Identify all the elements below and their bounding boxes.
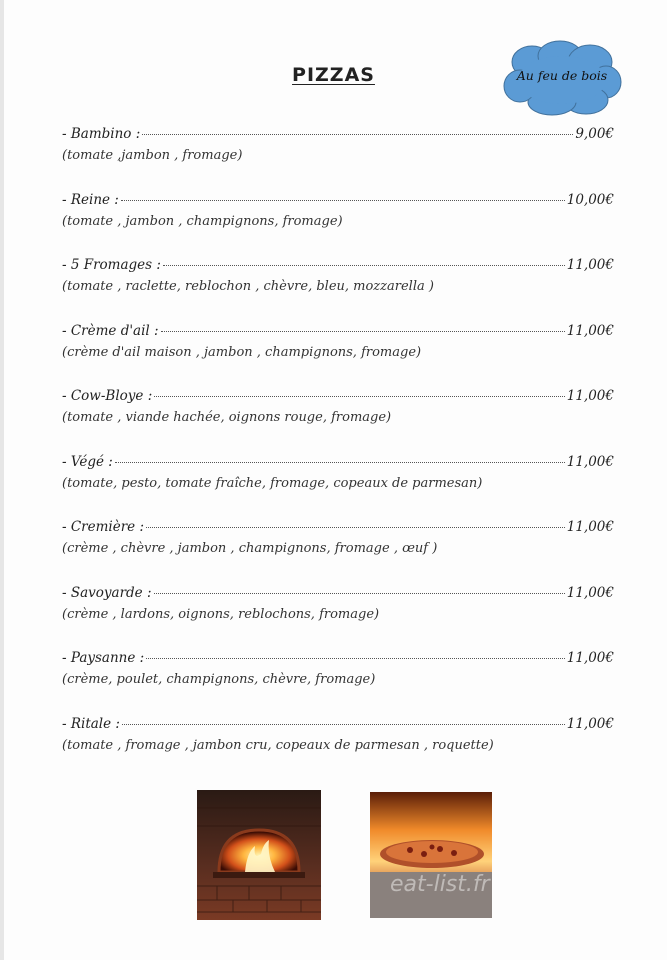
page-title: PIZZAS	[292, 64, 375, 86]
page-edge	[0, 0, 4, 960]
menu-item	[62, 257, 614, 323]
item-description: (crème, poulet, champignons, chèvre, fromage)	[62, 672, 376, 687]
pizza-oven-photo	[370, 792, 492, 918]
item-name: - Cremière :	[62, 519, 145, 535]
item-description: (crème , chèvre , jambon , champignons, fromage , œuf )	[62, 541, 438, 556]
menu-item	[62, 519, 614, 585]
item-description: (tomate ,jambon , fromage)	[62, 148, 243, 163]
item-description: (crème d'ail maison , jambon , champignons, fromage)	[62, 344, 422, 360]
wood-fire-badge	[502, 40, 622, 116]
dot-leader	[161, 331, 565, 332]
item-description: (tomate, pesto, tomate fraîche, fromage, copeaux de parmesan)	[62, 475, 483, 491]
dot-leader	[122, 724, 565, 725]
dot-leader	[115, 462, 565, 463]
item-price: 10,00€	[566, 191, 614, 208]
item-name: - Bambino :	[62, 126, 141, 142]
menu-item	[62, 454, 614, 520]
item-description: (tomate , fromage , jambon cru, copeaux de parmesan , roquette)	[62, 737, 494, 753]
item-price: 11,00€	[566, 519, 614, 535]
pizza-menu	[62, 126, 614, 781]
item-name: - Paysanne :	[62, 650, 145, 666]
item-price: 11,00€	[566, 584, 614, 601]
menu-item	[62, 585, 614, 651]
badge-text: Au feu de bois	[516, 68, 608, 83]
item-name: - Crème d'ail :	[62, 322, 159, 339]
menu-item	[62, 650, 614, 716]
item-price: 9,00€	[575, 126, 614, 142]
dot-leader	[146, 527, 565, 528]
dot-leader	[154, 593, 565, 594]
item-name: - Reine :	[62, 191, 119, 208]
item-description: (tomate , raclette, reblochon , chèvre, bleu, mozzarella )	[62, 279, 434, 294]
item-description: (tomate , jambon , champignons, fromage)	[62, 213, 343, 229]
item-name: - Cow-Bloye :	[62, 388, 153, 404]
item-price: 11,00€	[566, 257, 614, 273]
item-name: - Savoyarde :	[62, 584, 152, 601]
menu-item	[62, 388, 614, 454]
item-price: 11,00€	[566, 388, 614, 404]
menu-item	[62, 126, 614, 192]
item-price: 11,00€	[566, 453, 614, 470]
dot-leader	[154, 396, 565, 397]
menu-item	[62, 716, 614, 782]
dot-leader	[146, 658, 565, 659]
item-name: - Végé :	[62, 453, 113, 470]
menu-item	[62, 323, 614, 389]
item-name: - Ritale :	[62, 715, 120, 732]
menu-item	[62, 192, 614, 258]
item-price: 11,00€	[566, 650, 614, 666]
dot-leader	[121, 200, 565, 201]
wood-oven-photo	[197, 790, 321, 920]
item-price: 11,00€	[566, 322, 614, 339]
item-description: (crème , lardons, oignons, reblochons, fromage)	[62, 606, 380, 622]
site-watermark: eat-list.fr	[390, 872, 490, 897]
dot-leader	[163, 265, 565, 266]
item-description: (tomate , viande hachée, oignons rouge, fromage)	[62, 410, 392, 425]
item-price: 11,00€	[566, 715, 614, 732]
dot-leader	[142, 134, 573, 135]
item-name: - 5 Fromages :	[62, 257, 161, 273]
